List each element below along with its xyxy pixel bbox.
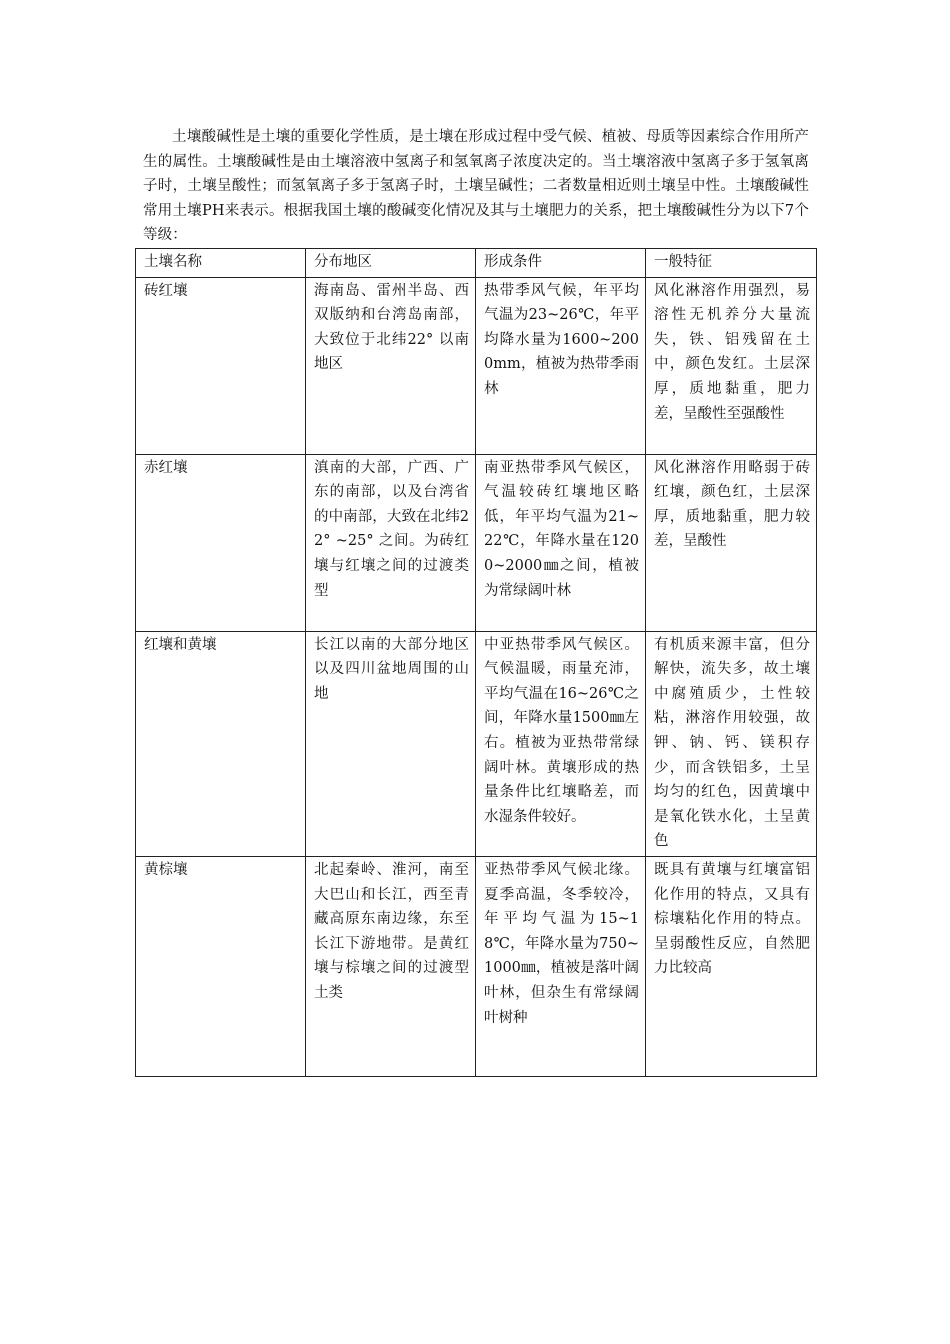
cell-conditions: 热带季风气候，年平均气温为23~26℃，年平均降水量为1600~2000mm，植被为热带季雨林 xyxy=(476,277,646,454)
cell-features: 风化淋溶作用略弱于砖红壤，颜色红，土层深厚，质地黏重，肥力较差，呈酸性 xyxy=(646,454,817,631)
cell-region: 滇南的大部，广西、广东的南部，以及台湾省的中南部，大致在北纬22° ~25° 之间。为砖红壤与红壤之间的过渡类型 xyxy=(306,454,476,631)
cell-soil-name: 砖红壤 xyxy=(136,277,306,454)
header-region: 分布地区 xyxy=(306,249,476,278)
cell-region: 北起秦岭、淮河，南至大巴山和长江，西至青藏高原东南边缘，东至长江下游地带。是黄红壤与棕壤之间的过渡型土类 xyxy=(306,856,476,1076)
cell-region: 长江以南的大部分地区以及四川盆地周围的山地 xyxy=(306,631,476,856)
header-features: 一般特征 xyxy=(646,249,817,278)
cell-conditions: 南亚热带季风气候区，气温较砖红壤地区略低，年平均气温为21~22℃，年降水量在1200~2000㎜之间，植被为常绿阔叶林 xyxy=(476,454,646,631)
cell-soil-name: 赤红壤 xyxy=(136,454,306,631)
table-row xyxy=(136,856,817,1076)
table-header-row xyxy=(136,249,817,278)
table-row xyxy=(136,277,817,454)
table-row xyxy=(136,631,817,856)
intro-paragraph: 土壤酸碱性是土壤的重要化学性质，是土壤在形成过程中受气候、植被、母质等因素综合作用所产生的属性。土壤酸碱性是由土壤溶液中氢离子和氢氧离子浓度决定的。当土壤溶液中氢离子多于氢氧离子时，土壤呈酸性；而氢氧离子多于氢离子时，土壤呈碱性；二者数量相近则土壤呈中性。土壤酸碱性常用土壤PH来表示。根据我国土壤的酸碱变化情况及其与土壤肥力的关系，把土壤酸碱性分为以下7个等级： xyxy=(143,129,809,244)
table-row xyxy=(136,454,817,631)
soil-acidity-table xyxy=(135,248,817,1077)
header-conditions: 形成条件 xyxy=(476,249,646,278)
cell-soil-name: 红壤和黄壤 xyxy=(136,631,306,856)
cell-conditions: 亚热带季风气候北缘。夏季高温，冬季较冷，年平均气温为15~18℃，年降水量为750~1000㎜，植被是落叶阔叶林，但杂生有常绿阔叶树种 xyxy=(476,856,646,1076)
cell-soil-name: 黄棕壤 xyxy=(136,856,306,1076)
header-soil-name: 土壤名称 xyxy=(136,249,306,278)
cell-region: 海南岛、雷州半岛、西双版纳和台湾岛南部，大致位于北纬22° 以南地区 xyxy=(306,277,476,454)
cell-features: 风化淋溶作用强烈，易溶性无机养分大量流失，铁、铝残留在土中，颜色发红。土层深厚，质地黏重，肥力差，呈酸性至强酸性 xyxy=(646,277,817,454)
cell-features: 既具有黄壤与红壤富铝化作用的特点，又具有棕壤粘化作用的特点。呈弱酸性反应，自然肥力比较高 xyxy=(646,856,817,1076)
cell-features: 有机质来源丰富，但分解快，流失多，故土壤中腐殖质少，土性较粘，淋溶作用较强，故钾、钠、钙、镁积存少，而含铁铝多，土呈均匀的红色，因黄壤中是氧化铁水化，土呈黄色 xyxy=(646,631,817,856)
cell-conditions: 中亚热带季风气候区。气候温暖，雨量充沛，平均气温在16~26℃之间，年降水量1500㎜左右。植被为亚热带常绿阔叶林。黄壤形成的热量条件比红壤略差，而水湿条件较好。 xyxy=(476,631,646,856)
